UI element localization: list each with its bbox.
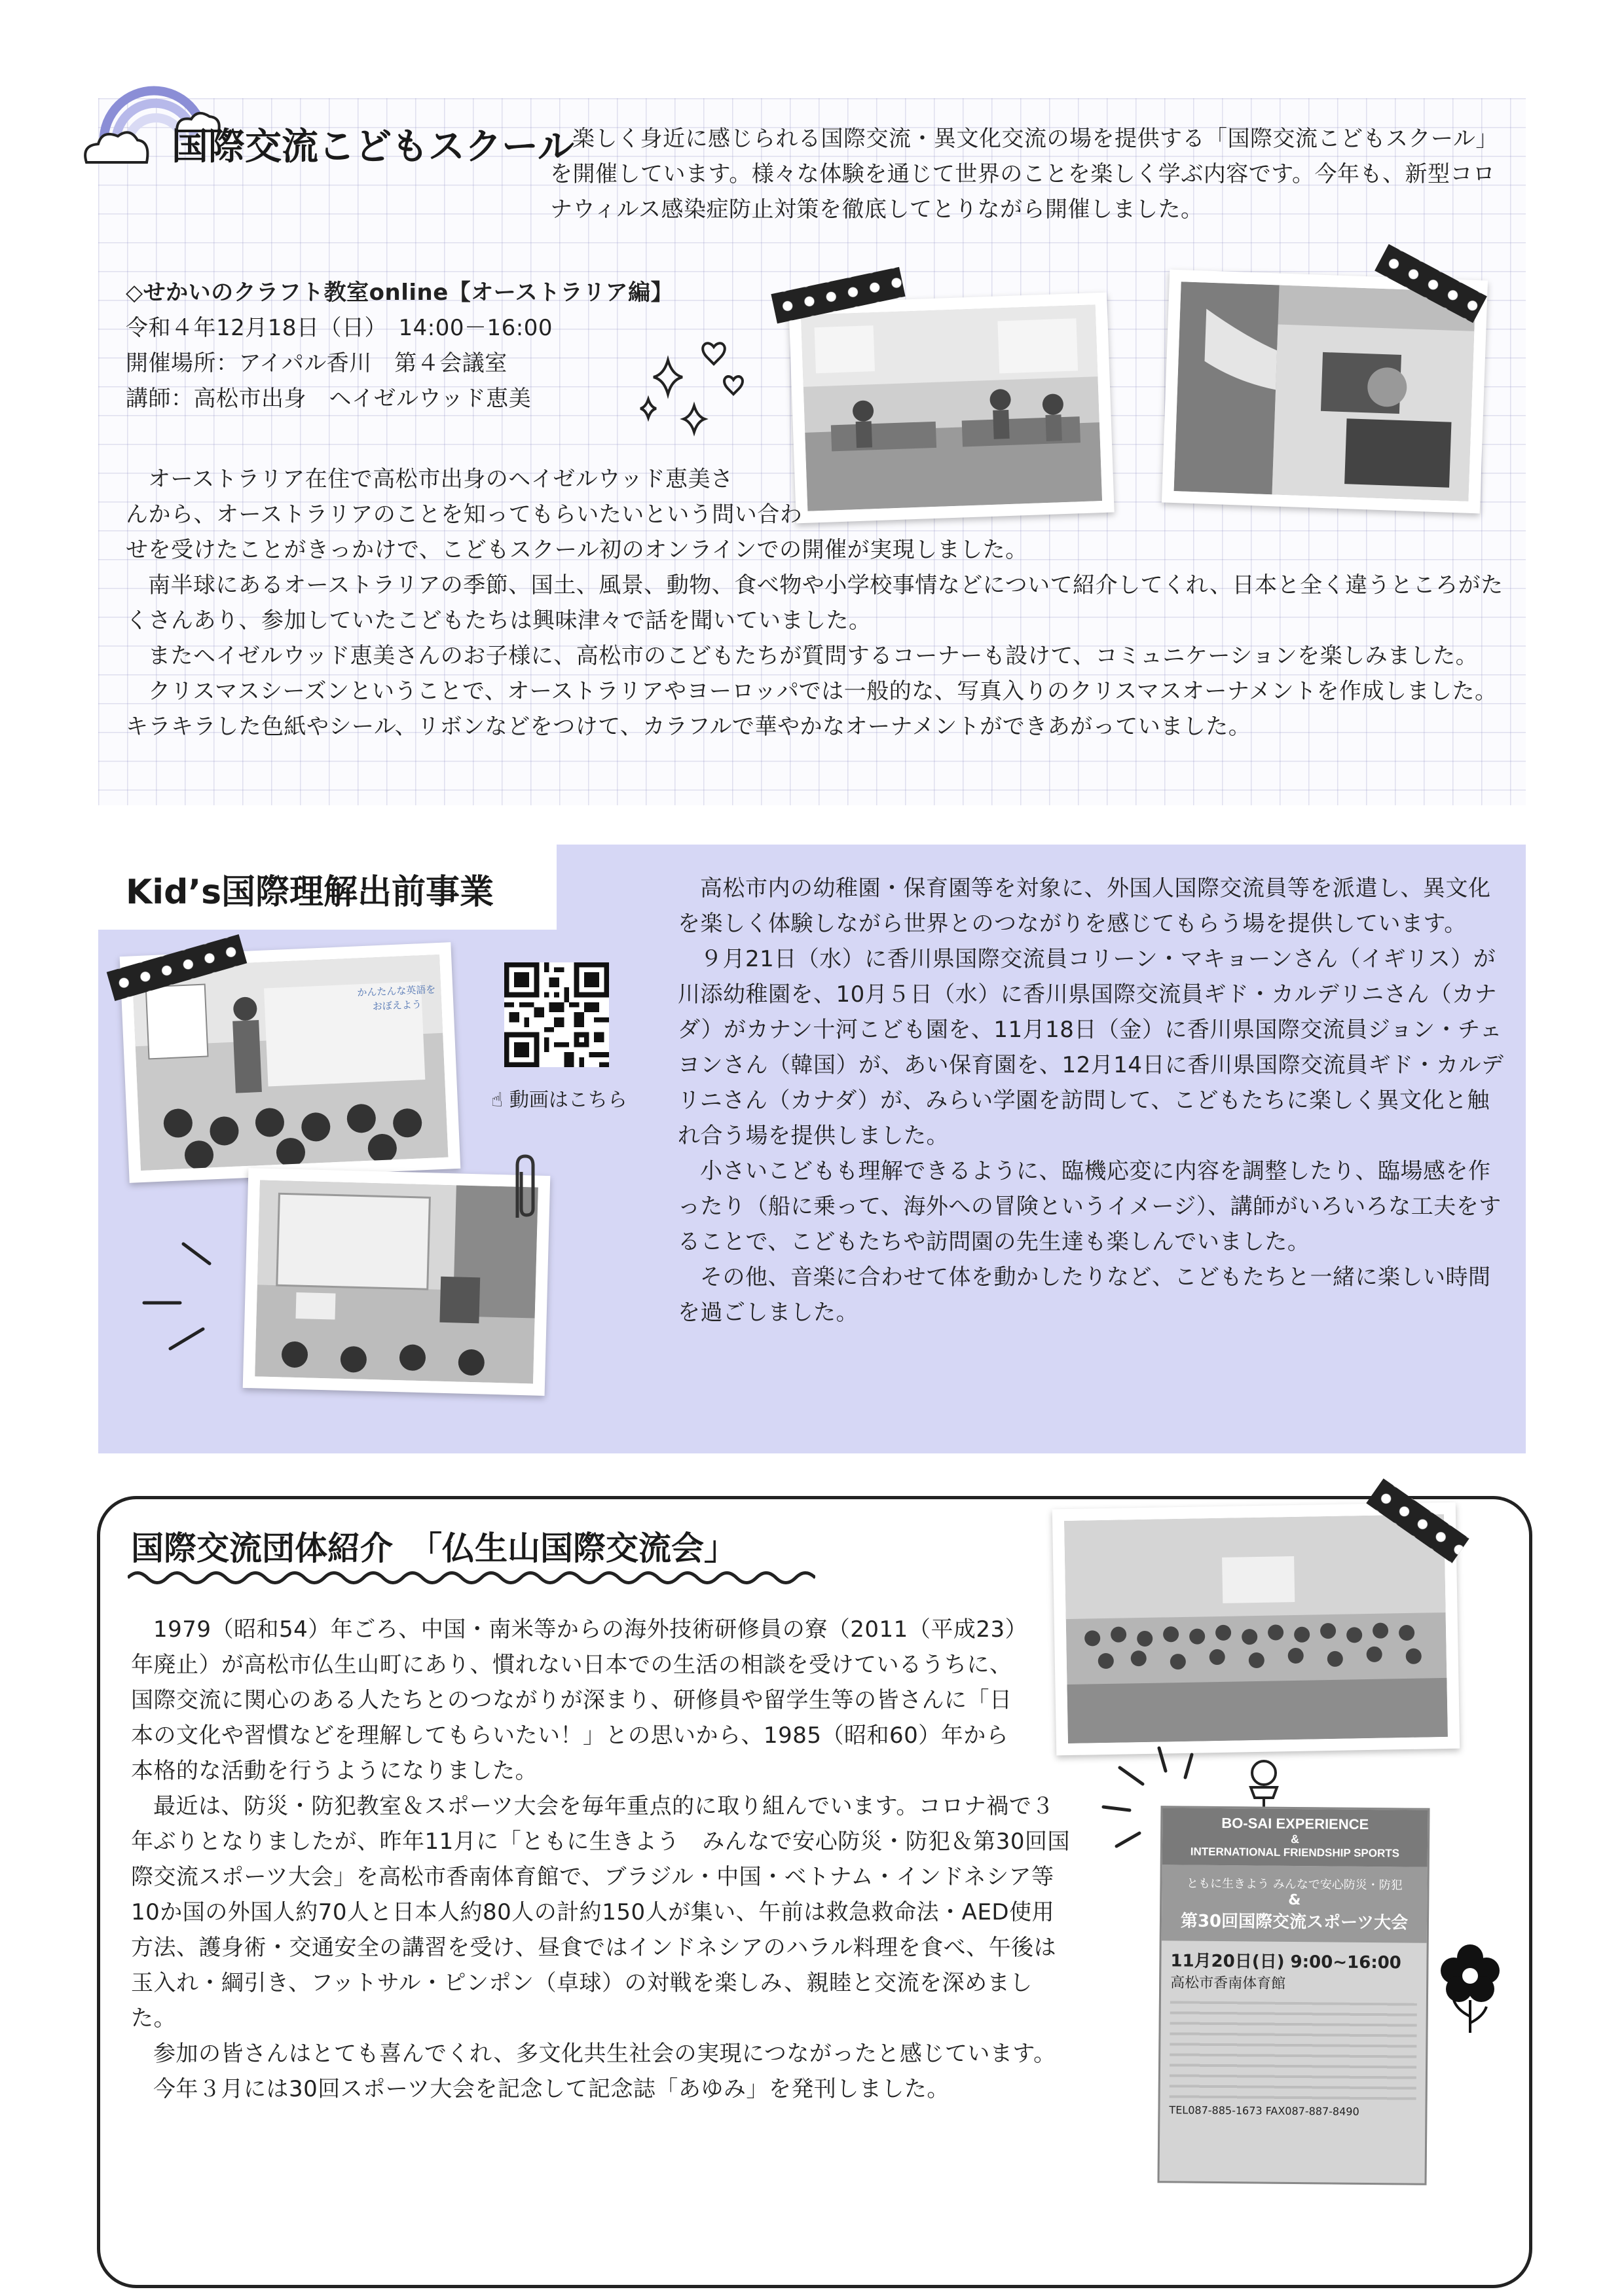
poster-header: BO-SAI EXPERIENCE & INTERNATIONAL FRIENDSHIP SPORTS bbox=[1162, 1808, 1428, 1867]
kids-title: Kid’s国際理解出前事業 bbox=[126, 873, 494, 912]
event-lecturer: 講師：高松市出身 ヘイゼルウッド恵美 bbox=[126, 386, 532, 412]
group-gathering-image bbox=[1064, 1514, 1448, 1743]
qr-caption: ☝ 動画はこちら bbox=[491, 1089, 627, 1112]
event-place: 開催場所：アイパル香川 第４会議室 bbox=[126, 350, 507, 376]
photo-board-text: かんたんな英語を おぼえよう bbox=[357, 983, 436, 1013]
poster-details: 11月20日(日) 9:00~16:00 高松市香南体育館 TEL087-885-1673 FAX087-887-8490 bbox=[1160, 1941, 1427, 2133]
qr-code[interactable] bbox=[504, 962, 609, 1067]
kids-body: 高松市内の幼稚園・保育園等を対象に、外国人国際交流員等を派遣し、異文化を楽しく体験しながら世界とのつながりを感じてもらう場を提供しています。 ９月21日（水）に香川県国際交流員コリーン・マキョーンさん（イギリス）が川添幼稚園を、10月５日（水）に香川県国際交流員ギド・カルデリニさん（カナダ）がカナン十河こども園を、11月18日（金）に香川県国際交流員ジョン・チェヨンさん（韓国）が、あい保育園を、12月14日に香川県国際交流員ギド・カルデリニさん（カナダ）が、みらい学園を訪問して、こどもたちに楽しく異文化と触れ合う場を提供しました。 小さいこどもも理解できるように、臨機応変に内容を調整したり、臨場感を作ったり（船に乗って、海外への冒険というイメージ）、講師がいろいろな工夫をすることで、こどもたちや訪問園の先生達も楽しんでいました。 その他、音楽に合わせて体を動かしたりなど、こどもたちと一緒に楽しい時間を過ごしました。 bbox=[678, 875, 1504, 1326]
poster-fine-print bbox=[1170, 2001, 1417, 2101]
event-date: 令和４年12月18日（日） 14:00－16:00 bbox=[126, 315, 553, 341]
group-body-upper: 1979（昭和54）年ごろ、中国・南米等からの海外技術研修員の寮（2011（平成23）年廃止）が高松市仏生山町にあり、慣れない日本での生活の相談を受けているうちに、国際交流に関心のある人たちとのつながりが深まり、研修員や留学生等の皆さんに「日本の文化や習慣などを理解してもらいたい！」との思いから、1985（昭和60）年から本格的な活動を行うようになりました。 bbox=[131, 1616, 1017, 1784]
group-title: 国際交流団体紹介 「仏生山国際交流会」 bbox=[131, 1529, 737, 1567]
event-title: ◇せかいのクラフト教室online【オーストラリア編】 bbox=[126, 280, 674, 306]
paperclip-icon bbox=[504, 1152, 544, 1224]
poster-middle: ともに生きよう みんなで安心防災・防犯 & 第30回国際交流スポーツ大会 bbox=[1162, 1865, 1428, 1943]
school-title: 国際交流こどもスクール bbox=[172, 126, 574, 168]
wavy-underline bbox=[128, 1568, 815, 1588]
motion-lines-icon bbox=[131, 1231, 223, 1362]
flower-icon bbox=[1434, 1938, 1506, 2036]
school-body: オーストラリア在住で高松市出身のヘイゼルウッド恵美さ んから、オーストラリアのことを知ってもらいたいという問い合わ せを受けたことがきっかけで、こどもスクール初のオンラインでの開催が実現しました。 南半球にあるオーストラリアの季節、国土、風景、動物、食べ物や小学校事情などについて紹介してくれ、日本と全く違うところがたくさんあり、参加していたこどもたちは興味津々で話を聞いていました。 またヘイゼルウッド恵美さんのお子様に、高松市のこどもたちが質問するコーナーも設けて、コミュニケーションを楽しみました。 クリスマスシーズンということで、オーストラリアやヨーロッパでは一般的な、写真入りのクリスマスオーナメントを作成しました。キラキラした色紙やシール、リボンなどをつけて、カラフルで華やかなオーナメントができあがっていました。 bbox=[126, 466, 1504, 740]
group-body-lower: 最近は、防災・防犯教室＆スポーツ大会を毎年重点的に取り組んでいます。コロナ禍で３年ぶりとなりましたが、昨年11月に「ともに生きよう みんなで安心防災・防犯＆第30回国際交流スポーツ大会」を高松市香南体育館で、ブラジル・中国・ベトナム・インドネシア等10か国の外国人約70人と日本人約80人の計約150人が集い、午前は救急救命法・AED使用方法、護身術・交通安全の講習を受け、昼食ではインドネシアのハラル料理を食べ、午後は玉入れ・綱引き、フットサル・ピンポン（卓球）の対戦を楽しみ、親睦と交流を深めました。 参加の皆さんはとても喜んでくれ、多文化共生社会の実現につながったと感じています。 今年３月には30回スポーツ大会を記念して記念誌「あゆみ」を発刊しました。 bbox=[131, 1793, 1071, 2102]
school-intro: 楽しく身近に感じられる国際交流・異文化交流の場を提供する「国際交流こどもスクール」を開催しています。様々な体験を通じて世界のことを楽しく学ぶ内容です。今年も、新型コロナウィルス感染症防止対策を徹底してとりながら開催しました。 bbox=[550, 126, 1498, 223]
pointing-hand-icon: ☝ bbox=[491, 1089, 504, 1112]
presentation-image bbox=[255, 1180, 538, 1383]
event-poster bbox=[1157, 1806, 1430, 2185]
group-photo bbox=[1052, 1503, 1460, 1756]
sparkle-hearts-icon bbox=[629, 321, 760, 458]
